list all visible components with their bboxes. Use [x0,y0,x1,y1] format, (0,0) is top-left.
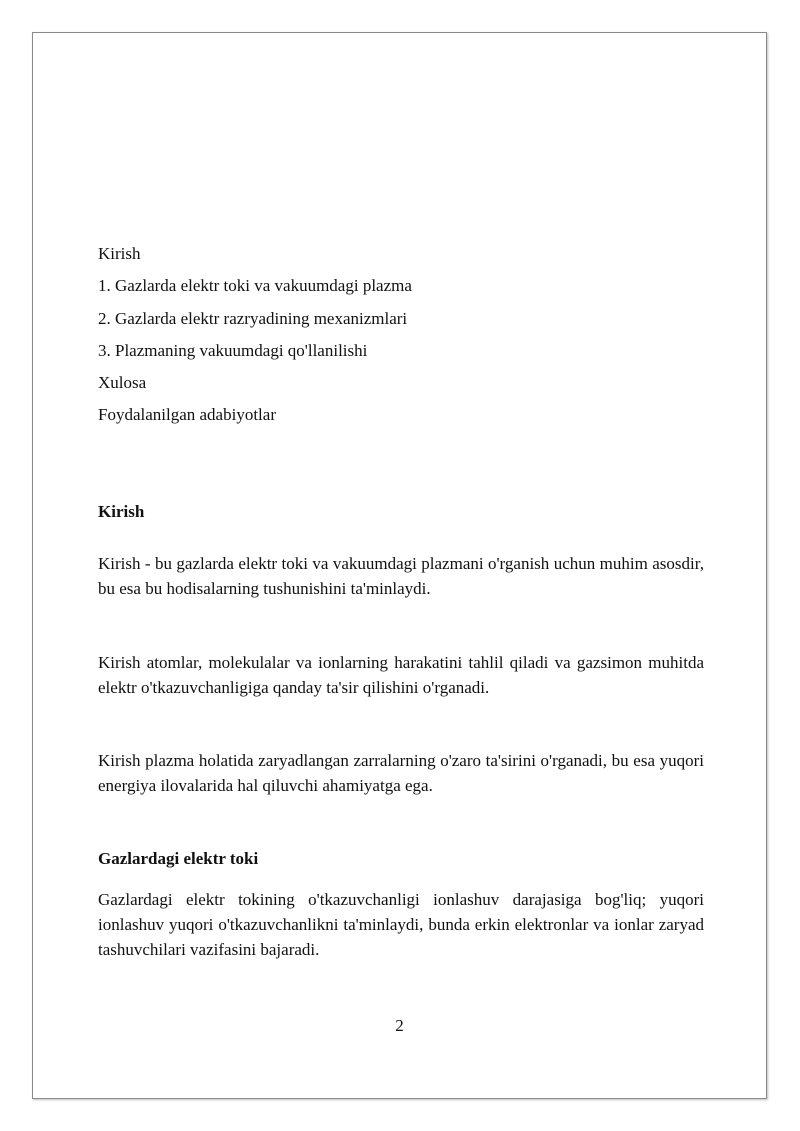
toc-item-2: 2. Gazlarda elektr razryadining mexanizmlari [98,309,408,328]
paragraph: Kirish - bu gazlarda elektr toki va vakuumdagi plazmani o'rganish uchun muhim asosdir, bu esa bu hodisalarning tushunishini ta'minlaydi. [98,554,704,598]
toc-item-kirish: Kirish [98,244,141,263]
paragraph: Kirish plazma holatida zaryadlangan zarralarning o'zaro ta'sirini o'rganadi, bu esa yuqori energiya ilovalarida hal qiluvchi ahamiyatga ega. [98,751,704,795]
section-heading-kirish: Kirish [98,502,145,521]
document-page [32,32,767,1099]
toc-item-xulosa: Xulosa [98,373,147,392]
toc-item-3: 3. Plazmaning vakuumdagi qo'llanilishi [98,341,368,360]
toc-item-1: 1. Gazlarda elektr toki va vakuumdagi plazma [98,276,412,295]
toc-item-adabiyotlar: Foydalanilgan adabiyotlar [98,405,276,424]
page-number: 2 [395,1016,404,1035]
section-heading-gazlardagi-elektr-toki: Gazlardagi elektr toki [98,849,259,868]
paragraph: Gazlardagi elektr tokining o'tkazuvchanligi ionlashuv darajasiga bog'liq; yuqori ionlashuv yuqori o'tkazuvchanlikni ta'minlaydi, bunda erkin elektronlar va ionlar zaryad tashuvchilari vazifasini bajaradi. [98,890,704,959]
paragraph: Kirish atomlar, molekulalar va ionlarning harakatini tahlil qiladi va gazsimon muhitda elektr o'tkazuvchanligiga qanday ta'sir qilishini o'rganadi. [98,653,704,697]
